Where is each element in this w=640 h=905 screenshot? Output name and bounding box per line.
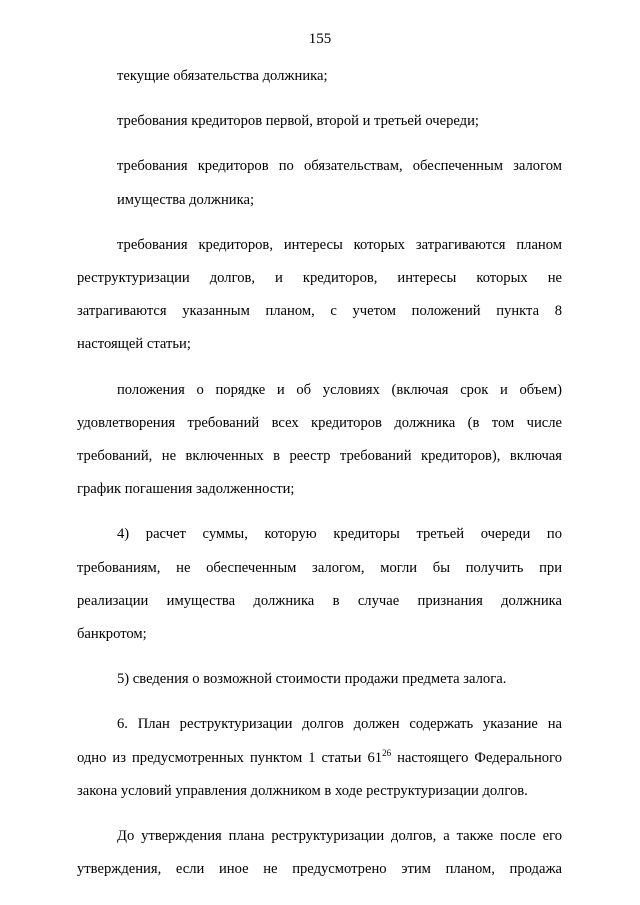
- text-line-with-superscript: [77, 742, 562, 775]
- text-line: банкротом;: [77, 626, 147, 643]
- paragraph-current-obligations: [77, 60, 562, 93]
- paragraph-secured-claims: [77, 150, 562, 216]
- paragraph-satisfaction-terms: [77, 374, 562, 507]
- text-fragment: одно из предусмотренных пунктом 1 статьи 61: [77, 749, 383, 766]
- text-line: положения о порядке и об условиях (включая срок и объем): [117, 381, 562, 398]
- text-line: реструктуризации долгов, и кредиторов, интересы которых не: [77, 270, 562, 287]
- text-line: затрагиваются указанным планом, с учетом положений пункта 8: [77, 303, 562, 320]
- text-line: требований, не включенных в реестр требований кредиторов), включая: [77, 448, 562, 465]
- text-line: 4) расчет суммы, которую кредиторы третьей очереди по: [117, 526, 562, 543]
- text-line: требования кредиторов, интересы которых затрагиваются планом: [117, 236, 562, 253]
- document-body: [77, 60, 562, 886]
- text-line: настоящей статьи;: [77, 336, 191, 353]
- paragraph-creditor-queues: [77, 105, 562, 138]
- page-number: 155: [308, 31, 332, 47]
- paragraph-affected-creditors: [77, 229, 562, 362]
- text-line: утверждения, если иное не предусмотрено этим планом, продажа: [77, 861, 562, 878]
- text-line: график погашения задолженности;: [77, 481, 295, 498]
- text-line: требования кредиторов первой, второй и третьей очереди;: [117, 113, 479, 130]
- text-line: До утверждения плана реструктуризации долгов, а также после его: [117, 828, 562, 845]
- text-line: имущества должника;: [117, 191, 255, 208]
- superscript: 26: [382, 747, 392, 758]
- paragraph-item-6: [77, 708, 562, 808]
- text-line: 6. План реструктуризации долгов должен содержать указание на: [117, 716, 562, 733]
- text-line: требованиям, не обеспеченным залогом, могли бы получить при: [77, 559, 562, 576]
- text-line: реализации имущества должника в случае признания должника: [77, 592, 562, 609]
- paragraph-plan-approval: [77, 820, 562, 886]
- text-fragment: настоящего Федерального: [391, 749, 562, 766]
- text-line: удовлетворения требований всех кредиторов должника (в том числе: [77, 414, 562, 431]
- paragraph-item-5: [77, 663, 562, 696]
- text-line: требования кредиторов по обязательствам, обеспеченным залогом: [117, 158, 562, 175]
- paragraph-item-4: [77, 518, 562, 651]
- text-line: закона условий управления должником в ходе реструктуризации долгов.: [77, 782, 528, 799]
- text-line: текущие обязательства должника;: [117, 68, 328, 84]
- text-line: 5) сведения о возможной стоимости продажи предмета залога.: [117, 671, 507, 688]
